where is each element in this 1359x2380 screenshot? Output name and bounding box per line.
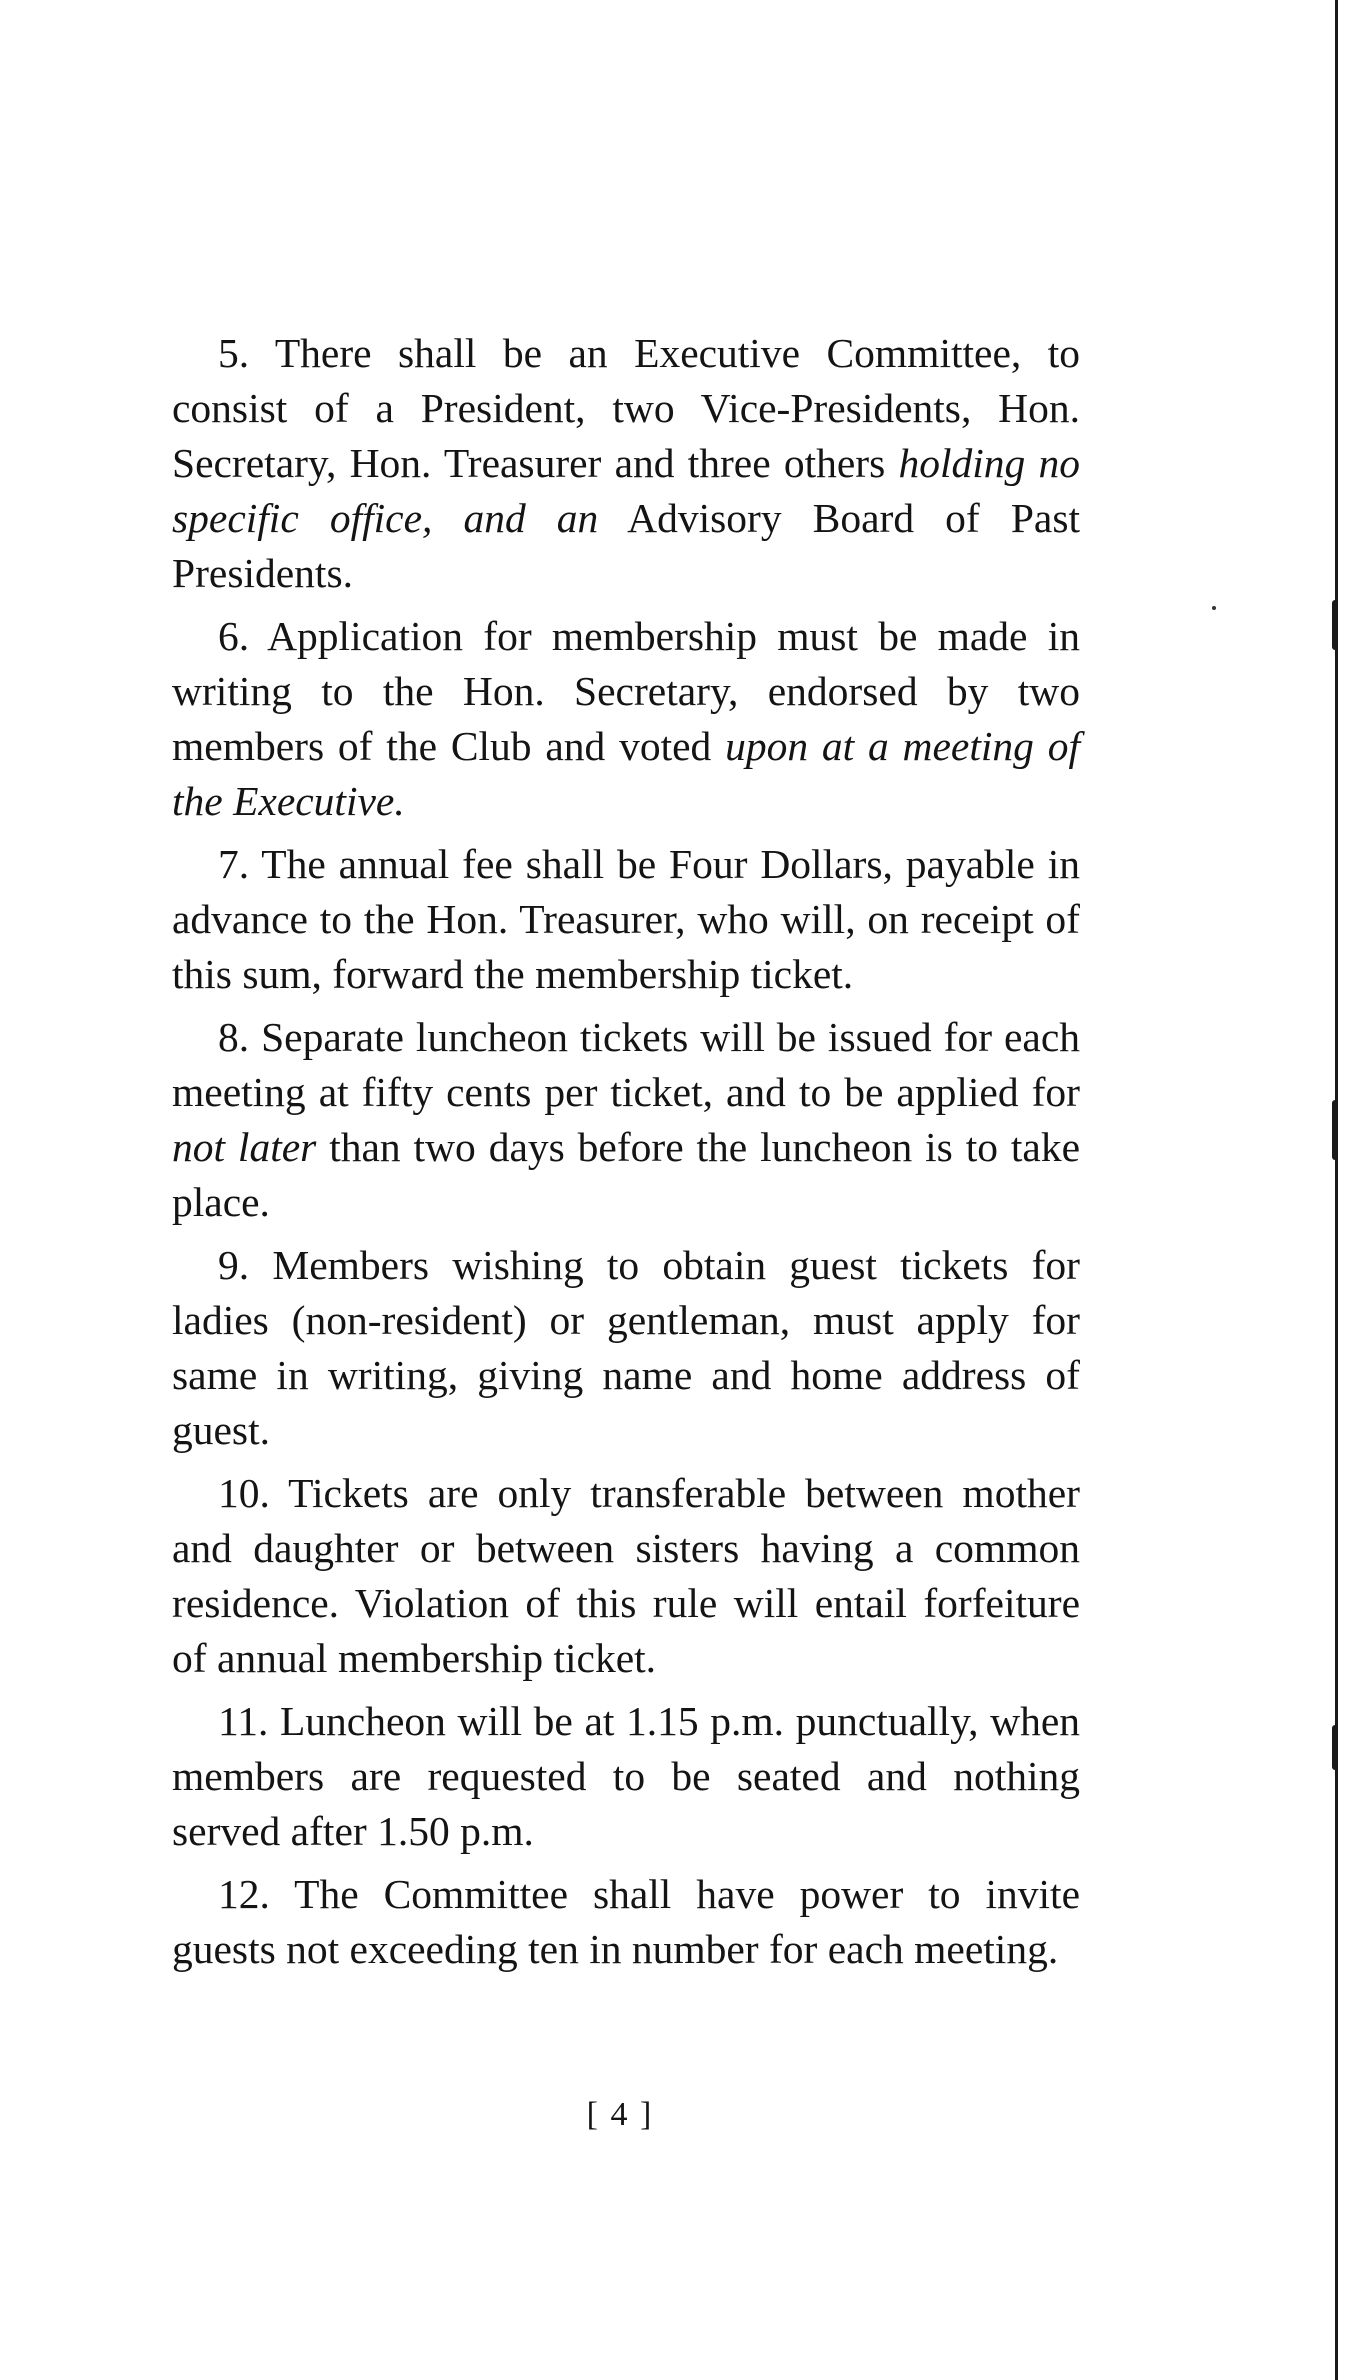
binding-edge	[1335, 0, 1338, 2380]
rules-list	[172, 326, 1080, 1977]
rule-text: Advisory Board of Past Presidents.	[172, 495, 1080, 596]
rule-paragraph	[172, 326, 1080, 601]
rule-paragraph	[172, 1694, 1080, 1859]
rule-text: Tickets are only transferable between mother and daughter or between sisters having a common residence. Violation of this rule will entail forfeiture of annual membership ticket.	[172, 1470, 1080, 1681]
rule-text-italic: upon at a meeting of the Executive.	[172, 723, 1080, 824]
rule-number: 9.	[218, 1242, 250, 1288]
binding-mark	[1332, 600, 1338, 650]
paper-speck	[1212, 606, 1216, 610]
rule-paragraph	[172, 1010, 1080, 1230]
rule-text: The Committee shall have power to invite guests not exceeding ten in number for each meeting.	[172, 1871, 1080, 1972]
rule-text-italic: not later	[172, 1124, 317, 1170]
rule-paragraph	[172, 837, 1080, 1002]
rule-text-italic: holding no specific office, and an	[172, 440, 1080, 541]
rule-number: 10.	[218, 1470, 270, 1516]
rule-text: The annual fee shall be Four Dollars, payable in advance to the Hon. Treasurer, who will, on receipt of this sum, forward the membership ticket.	[172, 841, 1080, 997]
rule-number: 11.	[218, 1698, 269, 1744]
rule-text: than two days before the luncheon is to take place.	[172, 1124, 1080, 1225]
binding-mark	[1332, 1725, 1338, 1770]
rule-paragraph	[172, 1867, 1080, 1977]
page-number: [ 4 ]	[586, 2096, 654, 2133]
rule-text: Members wishing to obtain guest tickets for ladies (non-resident) or gentleman, must apply for same in writing, giving name and home address of guest.	[172, 1242, 1081, 1453]
rule-number: 5.	[218, 330, 250, 376]
rule-number: 7.	[218, 841, 250, 887]
binding-mark	[1332, 1100, 1338, 1160]
rule-text: Luncheon will be at 1.15 p.m. punctually, when members are requested to be seated and nothing served after 1.50 p.m.	[172, 1698, 1080, 1854]
rule-paragraph	[172, 1466, 1080, 1686]
rule-number: 6.	[218, 613, 250, 659]
rule-text: Separate luncheon tickets will be issued for each meeting at fifty cents per ticket, and to be applied for	[172, 1014, 1081, 1115]
rule-text: There shall be an Executive Committee, to consist of a President, two Vice-Presidents, Hon. Secretary, Hon. Treasurer and three others	[172, 330, 1080, 486]
rule-number: 12.	[218, 1871, 270, 1917]
rule-number: 8.	[218, 1014, 250, 1060]
rule-text: Application for membership must be made in writing to the Hon. Secretary, endorsed by two members of the Club and voted	[172, 613, 1080, 769]
rule-paragraph	[172, 609, 1080, 829]
rule-paragraph	[172, 1238, 1080, 1458]
